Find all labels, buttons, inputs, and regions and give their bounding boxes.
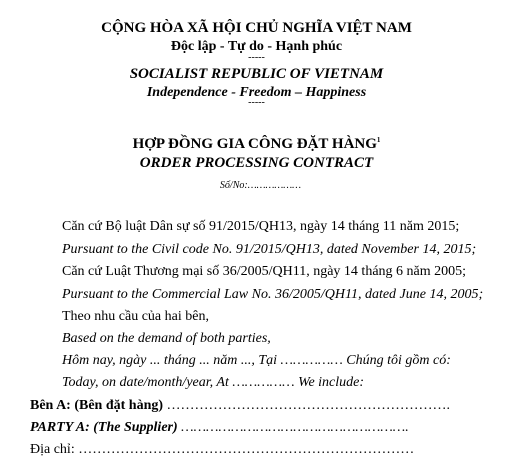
meeting-info-vn: Hôm nay, ngày ... tháng ... năm ..., Tại …………… Chúng tôi gồm có: <box>62 353 451 368</box>
demand-en: Based on the demand of both parties, <box>62 331 271 346</box>
address-label: Địa chỉ: <box>30 442 75 457</box>
party-a-en-line <box>30 420 409 436</box>
contract-title-vn <box>0 136 513 153</box>
party-a-vn-label: Bên A: (Bên đặt hàng) <box>30 398 164 413</box>
country-name-vn: CỘNG HÒA XÃ HỘI CHỦ NGHĨA VIỆT NAM <box>101 20 412 36</box>
meeting-info-en: Today, on date/month/year, At …………… We include: <box>62 375 365 390</box>
contract-number: Số/No:……………… <box>219 180 302 191</box>
address-field[interactable]: ……………………………………………………………… <box>74 442 415 457</box>
footnote-mark: 1 <box>376 136 381 144</box>
motto-en: Independence - Freedom – Happiness <box>146 85 367 100</box>
party-a-vn-field[interactable]: ……………………………………………………. <box>163 398 451 413</box>
country-name-en: SOCIALIST REPUBLIC OF VIETNAM <box>129 66 384 82</box>
contract-title-en: ORDER PROCESSING CONTRACT <box>139 155 374 171</box>
separator-bottom: ----- <box>248 97 265 108</box>
civil-code-en: Pursuant to the Civil code No. 91/2015/QH13, dated November 14, 2015; <box>62 242 477 257</box>
demand-vn: Theo nhu cầu của hai bên, <box>62 309 209 324</box>
commercial-law-vn: Căn cứ Luật Thương mại số 36/2005/QH11, ngày 14 tháng 6 năm 2005; <box>62 264 467 279</box>
civil-code-vn: Căn cứ Bộ luật Dân sự số 91/2015/QH13, ngày 14 tháng 11 năm 2015; <box>62 219 460 234</box>
motto-vn: Độc lập - Tự do - Hạnh phúc <box>170 39 343 54</box>
commercial-law-en: Pursuant to the Commercial Law No. 36/2005/QH11, dated June 14, 2005; <box>62 287 484 302</box>
party-a-vn-line <box>30 398 450 414</box>
contract-title-vn-text: HỢP ĐỒNG GIA CÔNG ĐẶT HÀNG <box>132 136 377 152</box>
party-a-en-field[interactable]: ………………………………………………. <box>177 420 409 435</box>
party-a-en-label: PARTY A: (The Supplier) <box>30 420 178 435</box>
separator-top: ----- <box>248 52 265 63</box>
address-line <box>30 442 414 458</box>
